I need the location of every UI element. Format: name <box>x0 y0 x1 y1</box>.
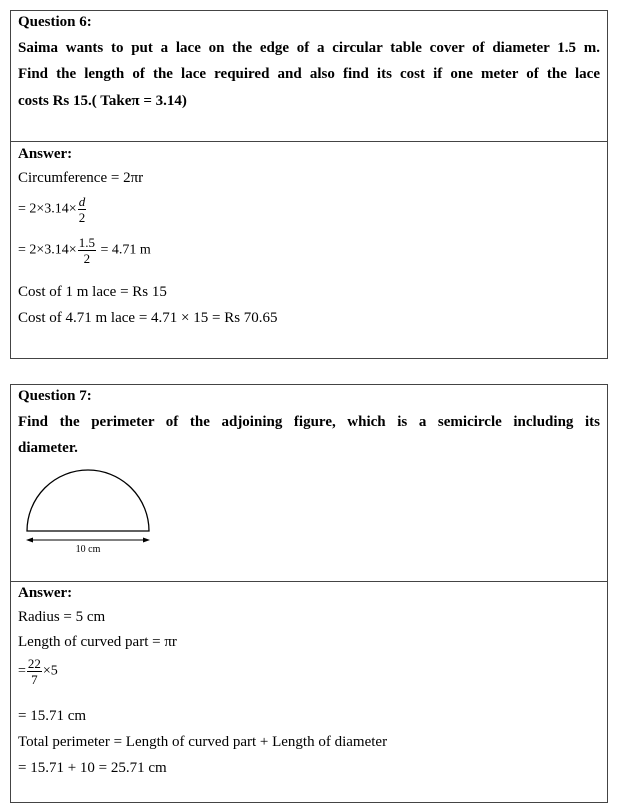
question-7-heading: Question 7: <box>18 388 92 404</box>
step-2-prefix: = 2×3.14× <box>18 242 77 258</box>
answer-7-section <box>11 581 607 802</box>
question-6-line-1: Saima wants to put a lace on the edge of a circular table cover of diameter 1.5 m. <box>18 40 600 56</box>
question-7-line-2: diameter. <box>18 440 78 456</box>
total-cost: Cost of 4.71 m lace = 4.71 × 15 = Rs 70.65 <box>18 310 278 326</box>
step-1-equation <box>18 194 87 225</box>
curved-part-result: = 15.71 cm <box>18 708 87 724</box>
question-7-box <box>10 384 608 803</box>
curved-part-fraction <box>27 656 42 687</box>
step-1-numerator: d <box>78 194 86 209</box>
cost-per-meter: Cost of 1 m lace = Rs 15 <box>18 284 167 300</box>
step-1-prefix: = 2×3.14× <box>18 201 77 217</box>
curved-part-formula: Length of curved part = πr <box>18 634 177 650</box>
semicircle-arc <box>27 470 149 531</box>
question-6-section <box>11 11 607 141</box>
curved-part-prefix: = <box>18 663 26 679</box>
total-perimeter-result: = 15.71 + 10 = 25.71 cm <box>18 760 167 776</box>
step-2-denominator: 2 <box>83 251 91 266</box>
question-7-line-1: Find the perimeter of the adjoining figure, which is a semicircle including its <box>18 414 600 430</box>
curved-part-suffix: ×5 <box>42 663 58 679</box>
answer-7-heading: Answer: <box>18 585 73 601</box>
question-6-box <box>10 10 608 359</box>
step-1-fraction <box>78 194 87 225</box>
step-2-numerator: 1.5 <box>78 235 95 250</box>
curved-part-equation <box>18 656 58 687</box>
question-7-section <box>11 385 607 581</box>
step-2-fraction <box>78 235 96 266</box>
answer-6-heading: Answer: <box>18 146 73 162</box>
dimension-arrow-left <box>26 538 33 543</box>
question-6-line-2: Find the length of the lace required and also find its cost if one meter of the lace <box>18 66 600 82</box>
diameter-label: 10 cm <box>75 544 101 555</box>
step-2-equation <box>18 235 151 266</box>
circumference-formula: Circumference = 2πr <box>18 170 144 186</box>
curved-part-denominator: 7 <box>31 672 38 687</box>
total-perimeter-formula: Total perimeter = Length of curved part + Length of diameter <box>18 734 388 750</box>
question-6-line-3: costs Rs 15.( Takeπ = 3.14) <box>18 93 187 109</box>
question-6-heading: Question 6: <box>18 14 92 30</box>
answer-6-section <box>11 141 607 358</box>
step-1-denominator: 2 <box>78 210 86 225</box>
dimension-arrow-right <box>143 538 150 543</box>
semicircle-figure <box>23 467 155 555</box>
radius-value: Radius = 5 cm <box>18 609 106 625</box>
step-2-result: = 4.71 m <box>100 242 151 258</box>
curved-part-numerator: 22 <box>27 656 41 671</box>
